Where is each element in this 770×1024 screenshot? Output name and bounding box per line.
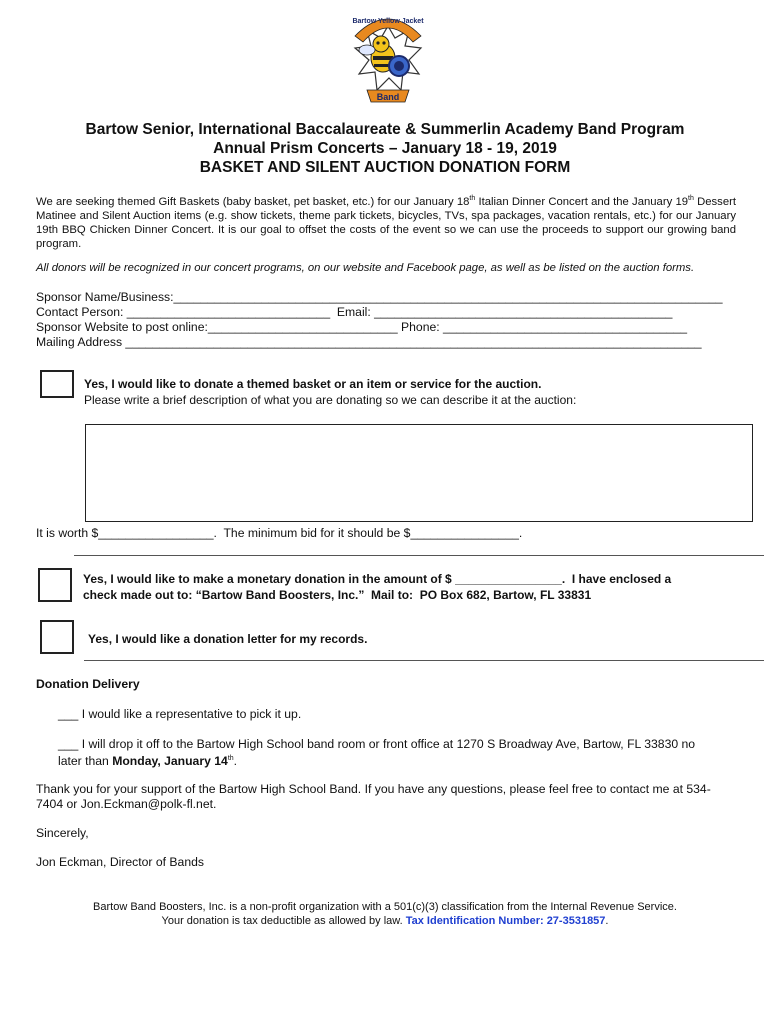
thank-you-line-2: 7404 or Jon.Eckman@polk-fl.net. — [36, 797, 217, 811]
donation-letter-checkbox[interactable] — [40, 620, 74, 654]
logo-band-text: Band — [376, 92, 400, 102]
dropoff-option[interactable]: ___ I will drop it off to the Bartow High School band room or front office at 1270 S Broadway Ave, Bartow, FL 33830 no — [58, 737, 696, 751]
footer-tax-note: Your donation is tax deductible as allowed by law. Tax Identification Number: 27-3531857. — [161, 915, 609, 927]
header-line-2: Annual Prism Concerts – January 18 - 19, 2019 — [213, 140, 557, 157]
logo-top-text: Bartow Yellow Jacket — [352, 18, 424, 25]
header-form-title: BASKET AND SILENT AUCTION DONATION FORM — [199, 159, 571, 176]
donate-item-instructions: Please write a brief description of what you are donating so we can describe it at the auction: — [84, 393, 577, 407]
mailing-address-field[interactable]: Mailing Address _____________________________________________________________________________________ — [36, 335, 702, 349]
header-line-1: Bartow Senior, International Baccalaureate & Summerlin Academy Band Program — [85, 121, 685, 138]
check-mailing-info: check made out to: “Bartow Band Boosters, Inc.” Mail to: PO Box 682, Bartow, FL 33831 — [83, 588, 592, 602]
monetary-donation-label: Yes, I would like to make a monetary donation in the amount of $ ________________. I have enclosed a — [83, 572, 672, 586]
recognition-note: All donors will be recognized in our concert programs, on our website and Facebook page, as well as be listed on the auction forms. — [36, 262, 695, 274]
website-phone-field[interactable]: Sponsor Website to post online:____________________________ Phone: ____________________________________ — [36, 320, 688, 334]
donation-letter-label: Yes, I would like a donation letter for my records. — [88, 632, 368, 646]
contact-email-field[interactable]: Contact Person: ______________________________ Email: ____________________________________________ — [36, 305, 673, 319]
donate-item-checkbox[interactable] — [40, 370, 74, 398]
delivery-heading: Donation Delivery — [36, 677, 140, 691]
band-logo — [343, 6, 433, 110]
pickup-option[interactable]: ___ I would like a representative to pick it up. — [58, 707, 302, 721]
monetary-donation-checkbox[interactable] — [38, 568, 72, 602]
dropoff-deadline: later than Monday, January 14th. — [58, 754, 238, 769]
footer-nonprofit-note: Bartow Band Boosters, Inc. is a non-profit organization with a 501(c)(3) classification from the Internal Revenue Service. — [93, 901, 677, 913]
worth-minimum-bid-field[interactable]: It is worth $_________________. The minimum bid for it should be $________________. — [36, 526, 523, 540]
donate-item-label: Yes, I would like to donate a themed basket or an item or service for the auction. — [84, 377, 542, 391]
signature: Jon Eckman, Director of Bands — [36, 855, 204, 869]
divider — [84, 660, 764, 661]
tax-id: Tax Identification Number: 27-3531857 — [405, 915, 606, 927]
closing: Sincerely, — [36, 826, 89, 840]
thank-you-line-1: Thank you for your support of the Bartow High School Band. If you have any questions, please feel free to contact me at 534- — [36, 782, 711, 796]
donation-description-box[interactable] — [85, 424, 753, 522]
intro-paragraph: We are seeking themed Gift Baskets (baby basket, pet basket, etc.) for our January 18th Italian Dinner Concert and the January 19th Dessert Matinee and Silent Auction items (e.g. show tickets, theme park tickets, bicycles, TVs, spa packages, vacation rentals, etc.) for our January 19th BBQ Chicken Dinner Concert. It is our goal to offset the costs of the event so we can use the proceeds to support our growing band program. — [36, 195, 737, 250]
sponsor-name-field[interactable]: Sponsor Name/Business:_________________________________________________________________________________ — [36, 290, 723, 304]
divider — [74, 555, 764, 556]
